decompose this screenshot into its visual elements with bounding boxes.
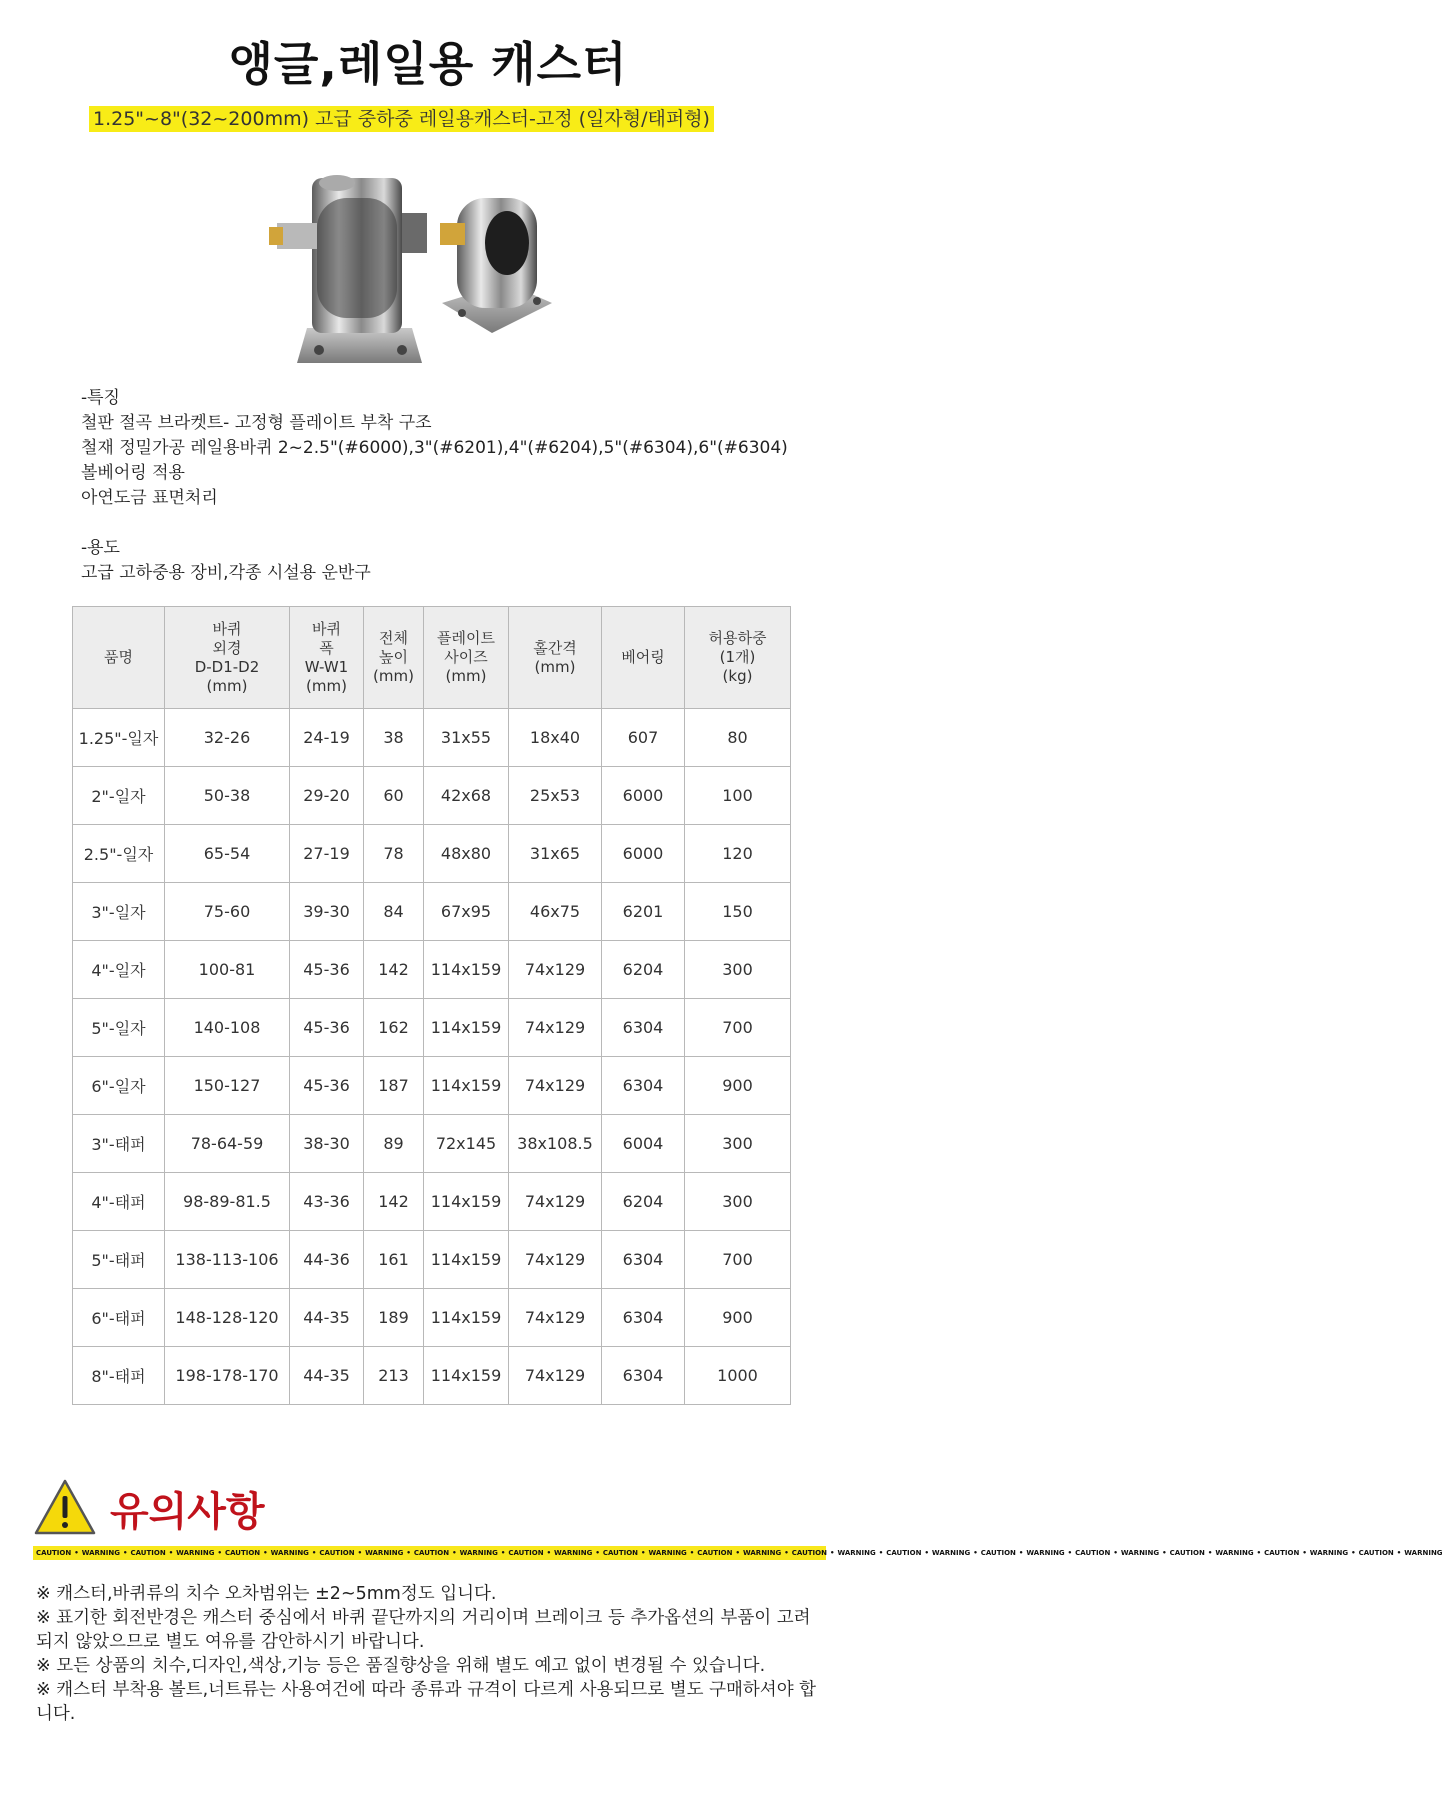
table-row — [73, 999, 791, 1057]
table-cell: 60 — [364, 767, 424, 825]
table-cell: 38-30 — [290, 1115, 364, 1173]
note-item: ※ 모든 상품의 치수,디자인,색상,기능 등은 품질향상을 위해 별도 예고 없이 변경될 수 있습니다. — [36, 1656, 766, 1676]
caution-tape-word: WARNING — [365, 1549, 404, 1557]
caution-tape-word: CAUTION — [130, 1549, 166, 1557]
caution-tape-word: CAUTION — [886, 1549, 922, 1557]
table-row — [73, 1231, 791, 1289]
table-cell: 198-178-170 — [165, 1347, 290, 1405]
caution-tape-word: WARNING — [81, 1549, 120, 1557]
caution-tape-dot: • — [546, 1549, 552, 1557]
caution-tape-dot: • — [641, 1549, 646, 1557]
table-cell: 300 — [685, 1173, 791, 1231]
caution-tape-dot: • — [406, 1549, 411, 1557]
table-cell: 150-127 — [165, 1057, 290, 1115]
caution-tape-dot: • — [595, 1549, 600, 1557]
table-row — [73, 941, 791, 999]
table-row — [73, 1057, 791, 1115]
table-cell: 72x145 — [424, 1115, 509, 1173]
caution-tape-word: CAUTION — [602, 1549, 639, 1557]
caution-tape-word: CAUTION — [413, 1549, 450, 1557]
caution-tape-dot: • — [1207, 1549, 1213, 1557]
table-cell: 161 — [364, 1231, 424, 1289]
table-cell: 6304 — [602, 1347, 685, 1405]
table-cell: 84 — [364, 883, 424, 941]
notes-section — [36, 1582, 826, 1726]
table-cell: 80 — [685, 709, 791, 767]
table-cell: 48x80 — [424, 825, 509, 883]
table-cell: 114x159 — [424, 1289, 509, 1347]
table-cell: 6"-일자 — [73, 1057, 165, 1115]
caution-tape-word: CAUTION — [1169, 1549, 1205, 1557]
table-cell: 3"-일자 — [73, 883, 165, 941]
caution-tape-dot: • — [1302, 1549, 1307, 1557]
caution-tape-banner — [33, 1546, 1443, 1560]
header-load-capacity: 허용하중 (1개) (kg) — [685, 607, 791, 709]
table-header-row — [73, 607, 791, 709]
caution-tape-word: WARNING — [648, 1549, 687, 1557]
table-cell: 189 — [364, 1289, 424, 1347]
feature-spacer — [81, 511, 801, 536]
caution-tape-dot: • — [735, 1549, 740, 1557]
caution-tape-dot: • — [1113, 1549, 1118, 1557]
caution-tape-dot: • — [263, 1549, 268, 1557]
table-cell: 4"-태퍼 — [73, 1173, 165, 1231]
table-cell: 6204 — [602, 941, 685, 999]
table-cell: 140-108 — [165, 999, 290, 1057]
table-cell: 65-54 — [165, 825, 290, 883]
table-cell: 300 — [685, 941, 791, 999]
caution-tape-word: CAUTION — [36, 1549, 72, 1557]
table-row — [73, 1115, 791, 1173]
table-cell: 162 — [364, 999, 424, 1057]
table-row — [73, 825, 791, 883]
table-cell: 1000 — [685, 1347, 791, 1405]
table-cell: 114x159 — [424, 999, 509, 1057]
table-cell: 700 — [685, 1231, 791, 1289]
table-cell: 100 — [685, 767, 791, 825]
table-cell: 150 — [685, 883, 791, 941]
table-cell: 900 — [685, 1289, 791, 1347]
note-item: ※ 표기한 회전반경은 캐스터 중심에서 바퀴 끝단까지의 거리이며 브레이크 등 추가옵션의 부품이 고려되지 않았으므로 별도 여유를 감안하시기 바랍니다. — [36, 1608, 811, 1652]
table-cell: 45-36 — [290, 999, 364, 1057]
caution-tape-word: WARNING — [931, 1549, 971, 1557]
table-cell: 29-20 — [290, 767, 364, 825]
table-row — [73, 883, 791, 941]
caution-tape-dot: • — [122, 1549, 128, 1557]
table-cell: 74x129 — [509, 1231, 602, 1289]
table-cell: 4"-일자 — [73, 941, 165, 999]
caution-tape-dot: • — [784, 1549, 789, 1557]
caution-tape-word: CAUTION — [1075, 1549, 1111, 1557]
table-cell: 6000 — [602, 767, 685, 825]
caution-tape-word: CAUTION — [697, 1549, 733, 1557]
table-cell: 300 — [685, 1115, 791, 1173]
table-cell: 74x129 — [509, 999, 602, 1057]
table-row — [73, 1347, 791, 1405]
feature-line: 아연도금 표면처리 — [81, 488, 218, 508]
table-cell: 45-36 — [290, 941, 364, 999]
spec-table-body — [73, 709, 791, 1405]
table-cell: 50-38 — [165, 767, 290, 825]
caution-tape-dot: • — [217, 1549, 222, 1557]
spec-table — [72, 606, 791, 1405]
header-wheel-width: 바퀴 폭 W-W1 (mm) — [290, 607, 364, 709]
table-cell: 148-128-120 — [165, 1289, 290, 1347]
caution-tape-dot: • — [689, 1549, 695, 1557]
product-photo — [207, 143, 647, 423]
features-heading: -특징 — [81, 388, 120, 408]
table-cell: 98-89-81.5 — [165, 1173, 290, 1231]
table-cell: 67x95 — [424, 883, 509, 941]
table-cell: 31x55 — [424, 709, 509, 767]
product-subtitle: 1.25"~8"(32~200mm) 고급 중하중 레일용캐스터-고정 (일자형/태퍼형) — [89, 106, 714, 132]
table-cell: 1.25"-일자 — [73, 709, 165, 767]
caution-tape-word: WARNING — [554, 1549, 593, 1557]
page-title: 앵글,레일용 캐스터 — [228, 37, 628, 91]
table-cell: 74x129 — [509, 1347, 602, 1405]
caution-tape-dot: • — [1351, 1549, 1356, 1557]
table-cell: 74x129 — [509, 1173, 602, 1231]
table-cell: 78-64-59 — [165, 1115, 290, 1173]
table-cell: 78 — [364, 825, 424, 883]
header-name: 품명 — [73, 607, 165, 709]
table-cell: 75-60 — [165, 883, 290, 941]
caution-tape-dot: • — [311, 1549, 317, 1557]
feature-line: 철재 정밀가공 레일용바퀴 2~2.5"(#6000),3"(#6201),4"(#6204),5"(#6304),6"(#6304) — [81, 438, 788, 458]
table-cell: 89 — [364, 1115, 424, 1173]
feature-line: 볼베어링 적용 — [81, 463, 185, 483]
table-cell: 25x53 — [509, 767, 602, 825]
caution-tape-word: CAUTION — [791, 1549, 827, 1557]
table-cell: 74x129 — [509, 1289, 602, 1347]
table-cell: 6000 — [602, 825, 685, 883]
header-plate-size: 플레이트 사이즈 (mm) — [424, 607, 509, 709]
caution-tape-dot: • — [1396, 1549, 1402, 1557]
usage-line: 고급 고하중용 장비,각종 시설용 운반구 — [81, 563, 371, 583]
table-cell: 5"-일자 — [73, 999, 165, 1057]
table-cell: 45-36 — [290, 1057, 364, 1115]
header-total-height: 전체 높이 (mm) — [364, 607, 424, 709]
table-cell: 114x159 — [424, 1231, 509, 1289]
table-cell: 44-35 — [290, 1289, 364, 1347]
table-cell: 114x159 — [424, 1057, 509, 1115]
table-cell: 3"-태퍼 — [73, 1115, 165, 1173]
table-cell: 39-30 — [290, 883, 364, 941]
table-cell: 32-26 — [165, 709, 290, 767]
table-cell: 18x40 — [509, 709, 602, 767]
table-cell: 114x159 — [424, 941, 509, 999]
note-item: ※ 캐스터,바퀴류의 치수 오차범위는 ±2~5mm정도 입니다. — [36, 1584, 497, 1604]
table-cell: 44-36 — [290, 1231, 364, 1289]
table-cell: 187 — [364, 1057, 424, 1115]
table-cell: 5"-태퍼 — [73, 1231, 165, 1289]
note-item: ※ 캐스터 부착용 볼트,너트류는 사용여건에 따라 종류과 규격이 다르게 사용되므로 별도 구매하셔야 합니다. — [36, 1680, 817, 1724]
warning-title: 유의사항 — [110, 1489, 265, 1535]
caution-tape-word: CAUTION — [319, 1549, 355, 1557]
caution-tape-dot: • — [1162, 1549, 1167, 1557]
usage-heading: -용도 — [81, 538, 120, 558]
caution-tape-dot: • — [878, 1549, 884, 1557]
caution-tape-word: CAUTION — [1358, 1549, 1394, 1557]
table-cell: 100-81 — [165, 941, 290, 999]
caution-tape-word: WARNING — [742, 1549, 782, 1557]
table-cell: 31x65 — [509, 825, 602, 883]
table-cell: 6304 — [602, 1289, 685, 1347]
header-hole-spacing: 홀간격 (mm) — [509, 607, 602, 709]
table-cell: 114x159 — [424, 1173, 509, 1231]
caution-tape-dot: • — [500, 1549, 506, 1557]
caution-tape-dot: • — [829, 1549, 835, 1557]
table-cell: 114x159 — [424, 1347, 509, 1405]
caution-tape-word: WARNING — [270, 1549, 309, 1557]
caution-tape-dot: • — [924, 1549, 929, 1557]
table-cell: 6"-태퍼 — [73, 1289, 165, 1347]
table-cell: 6004 — [602, 1115, 685, 1173]
caution-tape-word: WARNING — [459, 1549, 498, 1557]
table-cell: 8"-태퍼 — [73, 1347, 165, 1405]
table-cell: 120 — [685, 825, 791, 883]
table-row — [73, 767, 791, 825]
caution-tape-dot: • — [74, 1549, 79, 1557]
table-cell: 607 — [602, 709, 685, 767]
table-cell: 44-35 — [290, 1347, 364, 1405]
caution-tape-word: WARNING — [1120, 1549, 1160, 1557]
table-cell: 2"-일자 — [73, 767, 165, 825]
caution-tape-word: WARNING — [1026, 1549, 1065, 1557]
table-row — [73, 1289, 791, 1347]
caution-tape-dot: • — [1018, 1549, 1024, 1557]
table-cell: 74x129 — [509, 1057, 602, 1115]
table-cell: 46x75 — [509, 883, 602, 941]
caution-tape-word: WARNING — [1309, 1549, 1349, 1557]
caution-tape-word: WARNING — [1215, 1549, 1254, 1557]
caution-tape-dot: • — [1067, 1549, 1073, 1557]
table-cell: 213 — [364, 1347, 424, 1405]
table-cell: 6304 — [602, 999, 685, 1057]
table-cell: 900 — [685, 1057, 791, 1115]
caution-tape-word: CAUTION — [1264, 1549, 1300, 1557]
caution-tape-dot: • — [1256, 1549, 1262, 1557]
table-row — [73, 709, 791, 767]
caution-tape-dot: • — [357, 1549, 363, 1557]
caution-tape-word: WARNING — [176, 1549, 215, 1557]
table-row — [73, 1173, 791, 1231]
table-cell: 42x68 — [424, 767, 509, 825]
caution-tape-word: CAUTION — [224, 1549, 261, 1557]
table-cell: 142 — [364, 941, 424, 999]
header-wheel-diameter: 바퀴 외경 D-D1-D2 (mm) — [165, 607, 290, 709]
table-cell: 43-36 — [290, 1173, 364, 1231]
caution-tape-dot: • — [452, 1549, 457, 1557]
feature-line: 철판 절곡 브라켓트- 고정형 플레이트 부착 구조 — [81, 413, 432, 433]
table-cell: 6304 — [602, 1057, 685, 1115]
header-bearing: 베어링 — [602, 607, 685, 709]
table-cell: 142 — [364, 1173, 424, 1231]
table-cell: 2.5"-일자 — [73, 825, 165, 883]
table-cell: 6304 — [602, 1231, 685, 1289]
caution-tape-word: WARNING — [1404, 1549, 1443, 1557]
table-cell: 38x108.5 — [509, 1115, 602, 1173]
table-cell: 6204 — [602, 1173, 685, 1231]
caution-tape-dot: • — [168, 1549, 174, 1557]
table-cell: 6201 — [602, 883, 685, 941]
caution-tape-word: CAUTION — [980, 1549, 1016, 1557]
table-cell: 27-19 — [290, 825, 364, 883]
caution-tape-word: CAUTION — [508, 1549, 544, 1557]
caution-tape-word: WARNING — [837, 1549, 876, 1557]
table-cell: 138-113-106 — [165, 1231, 290, 1289]
caution-tape-dot: • — [973, 1549, 978, 1557]
table-cell: 700 — [685, 999, 791, 1057]
table-cell: 38 — [364, 709, 424, 767]
table-cell: 24-19 — [290, 709, 364, 767]
features-section — [81, 386, 801, 586]
table-cell: 74x129 — [509, 941, 602, 999]
